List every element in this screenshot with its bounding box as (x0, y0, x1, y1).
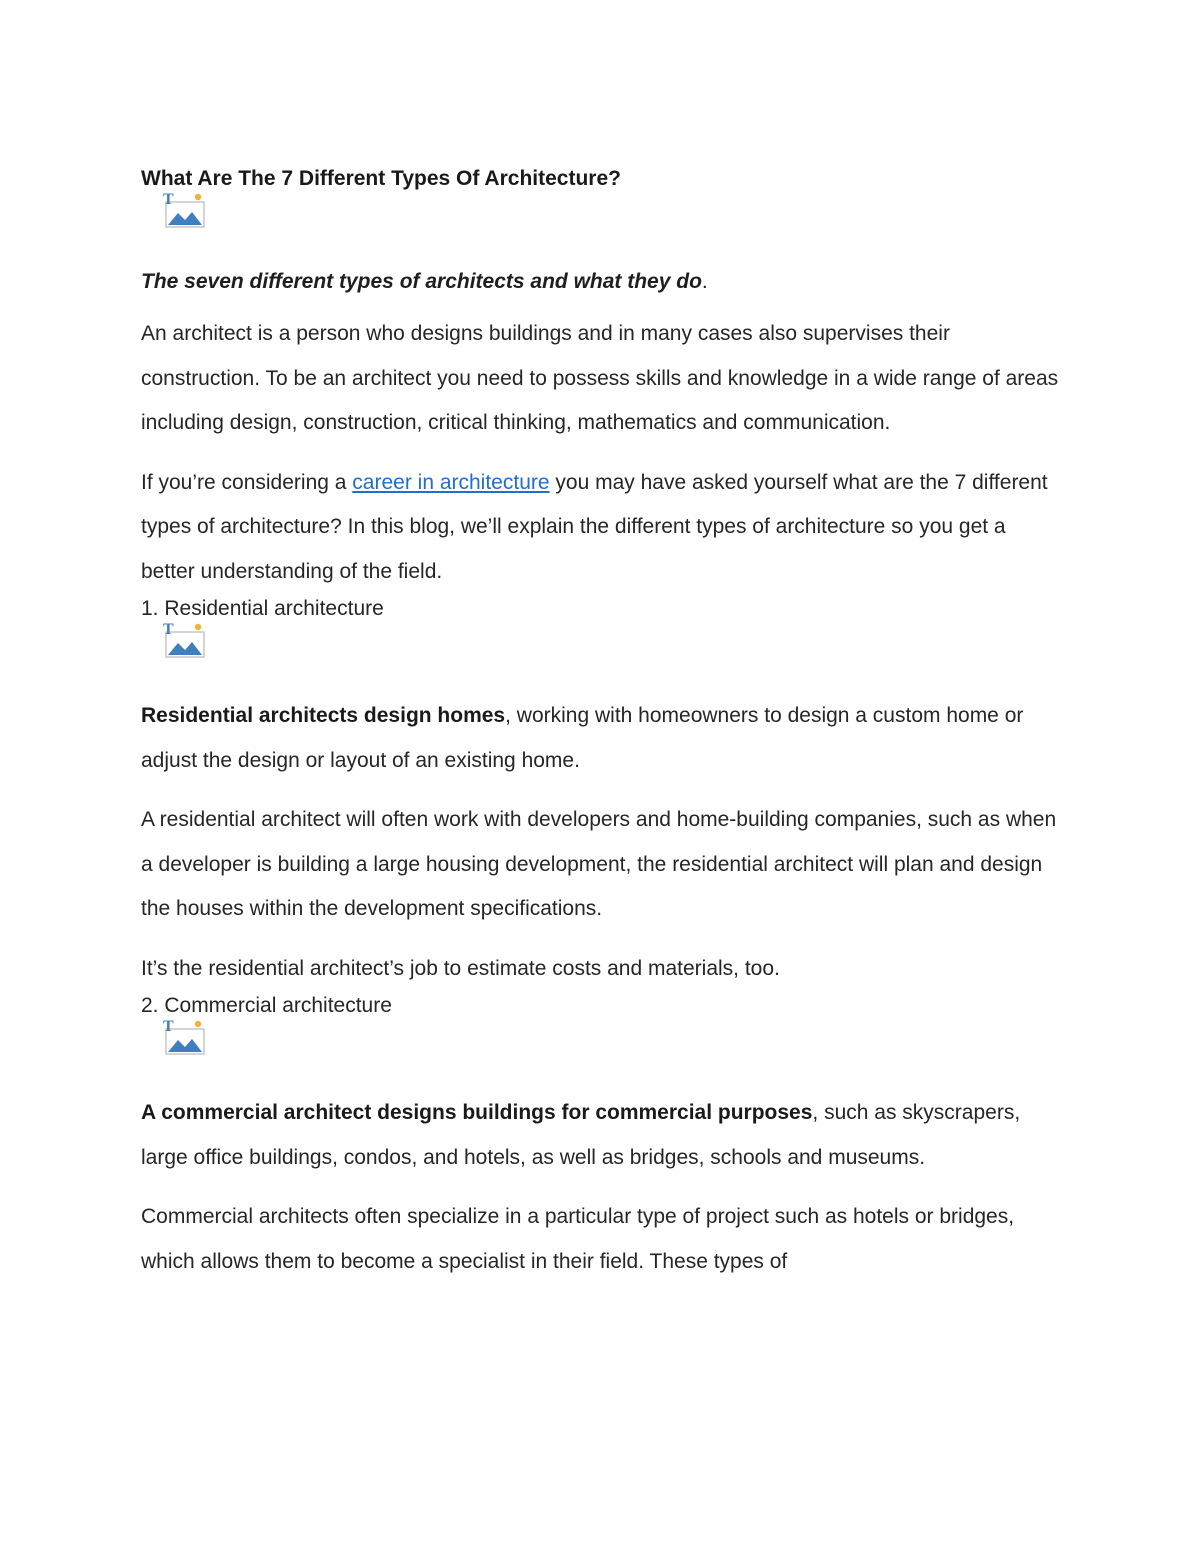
page-title: What Are The 7 Different Types Of Architecture? (141, 167, 621, 190)
svg-text:T: T (163, 621, 174, 638)
residential-paragraph-2: A residential architect will often work with developers and home-building companies, such as when a developer is building a large housing development, the residential architect will plan and design the houses within the development specifications. (141, 808, 1057, 920)
document-page (141, 164, 1061, 1284)
career-paragraph: If you’re considering a career in architecture you may have asked yourself what are the 7 different types of architecture? In this blog, we’ll explain the different types of architecture so you get a better understanding of the field. (141, 470, 1048, 583)
svg-text:T: T (163, 191, 174, 208)
image-placeholder-icon (163, 1018, 207, 1056)
residential-paragraph-3: It’s the residential architect’s job to estimate costs and materials, too. (141, 956, 780, 980)
image-placeholder-icon (163, 191, 207, 229)
image-placeholder-icon (163, 621, 207, 659)
section-heading-commercial: 2. Commercial architecture (141, 994, 392, 1017)
residential-lead-paragraph: Residential architects design homes, working with homeowners to design a custom home or adjust the design or layout of an existing home. (141, 704, 1024, 772)
commercial-lead-paragraph: A commercial architect designs buildings for commercial purposes, such as skyscrapers, large office buildings, condos, and hotels, as well as bridges, schools and museums. (141, 1101, 1021, 1169)
article-subtitle: The seven different types of architects and what they do. (141, 270, 708, 293)
career-link[interactable]: career in architecture (352, 470, 550, 494)
intro-paragraph: An architect is a person who designs buildings and in many cases also supervises their construction. To be an architect you need to possess skills and knowledge in a wide range of areas including design, construction, critical thinking, mathematics and communication. (141, 322, 1059, 434)
svg-text:T: T (163, 1018, 174, 1035)
commercial-paragraph-2: Commercial architects often specialize in a particular type of project such as hotels or bridges, which allows them to become a specialist in their field. These types of (141, 1205, 1015, 1273)
section-heading-residential: 1. Residential architecture (141, 597, 384, 620)
